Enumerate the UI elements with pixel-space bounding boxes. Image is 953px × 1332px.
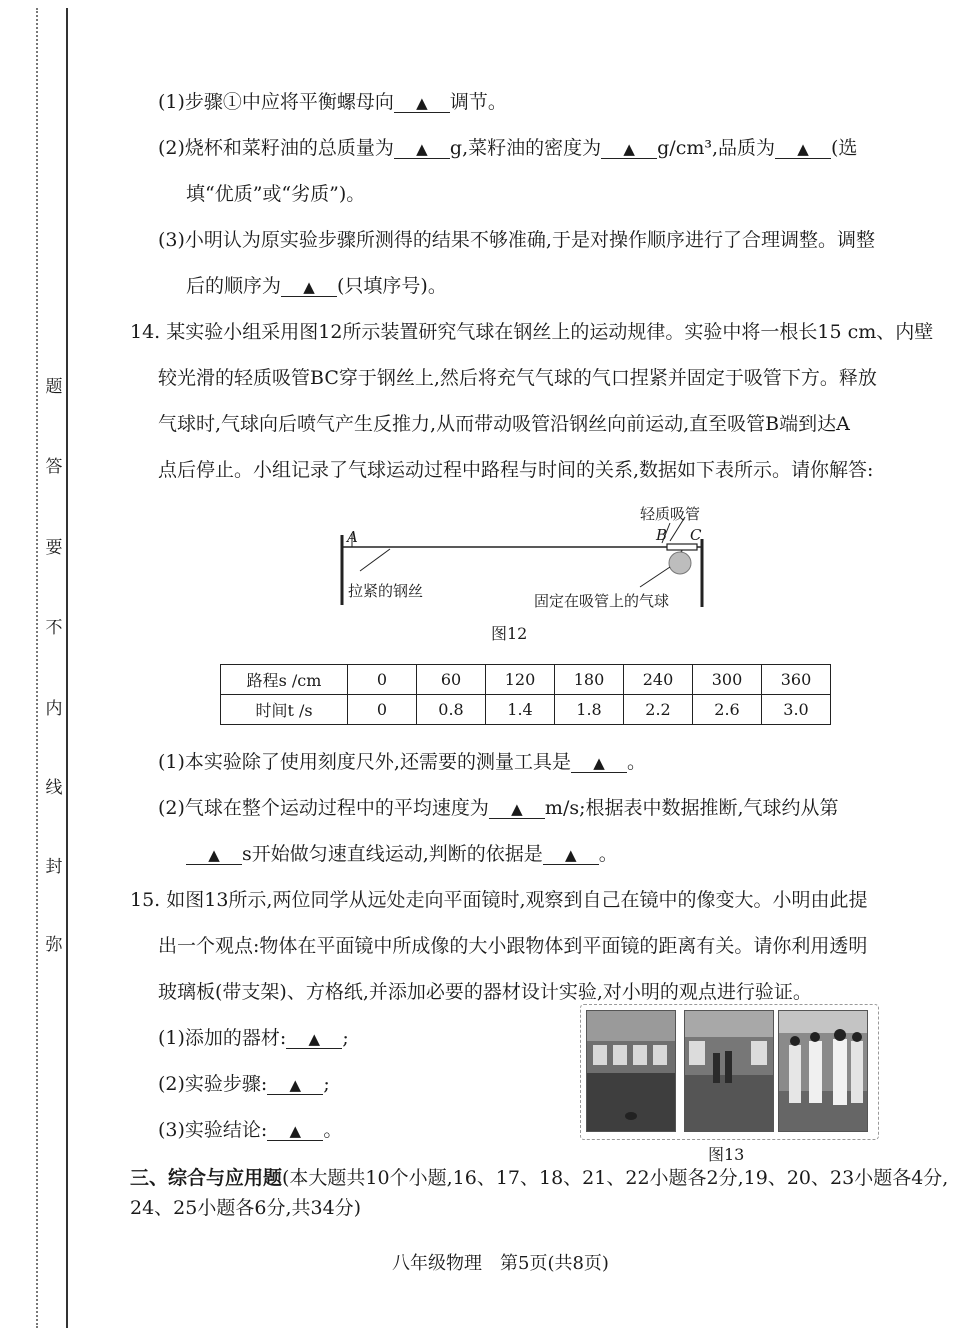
q15-part2: (2)实验步骤: ▲ ; bbox=[158, 1073, 330, 1095]
q14-part2: (2)气球在整个运动过程中的平均速度为 ▲ m/s;根据表中数据推断,气球约从第 bbox=[158, 797, 839, 819]
answer-blank[interactable]: ▲ bbox=[394, 140, 450, 159]
q15-part3: (3)实验结论: ▲ 。 bbox=[158, 1119, 343, 1141]
answer-blank[interactable]: ▲ bbox=[601, 140, 657, 159]
q15-part1: (1)添加的器材: ▲ ; bbox=[158, 1027, 349, 1049]
table-cell: 0 bbox=[348, 695, 417, 725]
q13-part3: (3)小明认为原实验步骤所测得的结果不够准确,于是对操作顺序进行了合理调整。调整 bbox=[158, 229, 875, 251]
margin-solid-line bbox=[66, 8, 68, 1328]
section3-heading bbox=[130, 1166, 948, 1190]
q14-part2-cont: ▲ s开始做匀速直线运动,判断的依据是 ▲ 。 bbox=[186, 842, 618, 866]
table-cell: 360 bbox=[762, 665, 831, 695]
q14-stem-line4: 点后停止。小组记录了气球运动过程中路程与时间的关系,数据如下表所示。请你解答: bbox=[158, 459, 874, 481]
answer-blank[interactable]: ▲ bbox=[394, 94, 450, 113]
q13-part2: (2)烧杯和菜籽油的总质量为 ▲ g,菜籽油的密度为 ▲ g/cm³,品质为 ▲ (选 bbox=[158, 137, 858, 159]
table-cell: 240 bbox=[624, 665, 693, 695]
answer-blank[interactable]: ▲ bbox=[267, 1076, 323, 1095]
fig12-label-B: B bbox=[656, 526, 668, 544]
q15-stem-line1: 15. 如图13所示,两位同学从远处走向平面镜时,观察到自己在镜中的像变大。小明由此提 bbox=[130, 889, 868, 911]
seal-char: 封 bbox=[45, 857, 63, 877]
table-cell: 2.2 bbox=[624, 695, 693, 725]
section3-title: 三、综合与应用题 bbox=[130, 1167, 283, 1189]
section3-desc: (本大题共10个小题,16、17、18、21、22小题各2分,19、20、23小题各4分, bbox=[282, 1167, 949, 1189]
fig12-caption: 图12 bbox=[491, 624, 528, 643]
table-cell: 60 bbox=[417, 665, 486, 695]
table-cell: 120 bbox=[486, 665, 555, 695]
seal-char: 线 bbox=[45, 778, 63, 798]
table-cell: 3.0 bbox=[762, 695, 831, 725]
photo-mirror-far bbox=[586, 1010, 676, 1132]
fig12-label-A: A bbox=[347, 528, 358, 546]
page-footer: 八年级物理 第5页(共8页) bbox=[392, 1253, 609, 1274]
answer-blank[interactable]: ▲ bbox=[489, 800, 545, 819]
table-cell: 2.6 bbox=[693, 695, 762, 725]
distance-time-table bbox=[220, 664, 831, 725]
q13-part2-cont: 填“优质”或“劣质”)。 bbox=[186, 183, 366, 205]
seal-char: 不 bbox=[45, 618, 63, 638]
margin-dotted-line bbox=[36, 8, 38, 1328]
q14-stem-line1: 14. 某实验小组采用图12所示装置研究气球在钢丝上的运动规律。实验中将一根长15 cm、内壁 bbox=[130, 321, 934, 343]
q15-stem-line2: 出一个观点:物体在平面镜中所成像的大小跟物体到平面镜的距离有关。请你利用透明 bbox=[158, 935, 868, 957]
photo-mirror-near bbox=[778, 1010, 868, 1132]
answer-blank[interactable]: ▲ bbox=[775, 140, 831, 159]
fig12-label-tube: 轻质吸管 bbox=[640, 505, 701, 523]
table-cell: 300 bbox=[693, 665, 762, 695]
fig12-label-C: C bbox=[690, 526, 702, 544]
q13-part3-cont: 后的顺序为 ▲ (只填序号)。 bbox=[186, 275, 447, 297]
fig12-label-balloon: 固定在吸管上的气球 bbox=[534, 592, 670, 610]
seal-char: 内 bbox=[45, 699, 63, 719]
seal-char: 要 bbox=[45, 538, 63, 558]
table-cell: 1.8 bbox=[555, 695, 624, 725]
seal-char: 题 bbox=[45, 377, 63, 397]
seal-char: 弥 bbox=[45, 935, 63, 955]
answer-blank[interactable]: ▲ bbox=[186, 846, 242, 865]
table-header: 路程s /cm bbox=[221, 665, 348, 695]
answer-blank[interactable]: ▲ bbox=[281, 278, 337, 297]
table-cell: 1.4 bbox=[486, 695, 555, 725]
q15-stem-line3: 玻璃板(带支架)、方格纸,并添加必要的器材设计实验,对小明的观点进行验证。 bbox=[158, 981, 812, 1003]
section3-desc-cont: 24、25小题各6分,共34分) bbox=[130, 1197, 362, 1219]
answer-blank[interactable]: ▲ bbox=[571, 754, 627, 773]
answer-blank[interactable]: ▲ bbox=[543, 846, 599, 865]
table-header: 时间t /s bbox=[221, 695, 348, 725]
fig12-label-wire: 拉紧的钢丝 bbox=[348, 582, 424, 600]
q14-stem-line2: 较光滑的轻质吸管BC穿于钢丝上,然后将充气气球的气口捏紧并固定于吸管下方。释放 bbox=[158, 367, 877, 389]
q14-stem-line3: 气球时,气球向后喷气产生反推力,从而带动吸管沿钢丝向前运动,直至吸管B端到达A bbox=[158, 413, 850, 435]
table-row bbox=[221, 665, 831, 695]
table-cell: 180 bbox=[555, 665, 624, 695]
q14-part1: (1)本实验除了使用刻度尺外,还需要的测量工具是 ▲ 。 bbox=[158, 751, 646, 773]
table-cell: 0 bbox=[348, 665, 417, 695]
answer-blank[interactable]: ▲ bbox=[286, 1030, 342, 1049]
table-row bbox=[221, 695, 831, 725]
answer-blank[interactable]: ▲ bbox=[267, 1122, 323, 1141]
photo-mirror-mid bbox=[684, 1010, 774, 1132]
q13-part1: (1)步骤①中应将平衡螺母向 ▲ 调节。 bbox=[158, 91, 507, 113]
table-cell: 0.8 bbox=[417, 695, 486, 725]
seal-char: 答 bbox=[45, 457, 63, 477]
fig13-caption: 图13 bbox=[708, 1145, 745, 1164]
